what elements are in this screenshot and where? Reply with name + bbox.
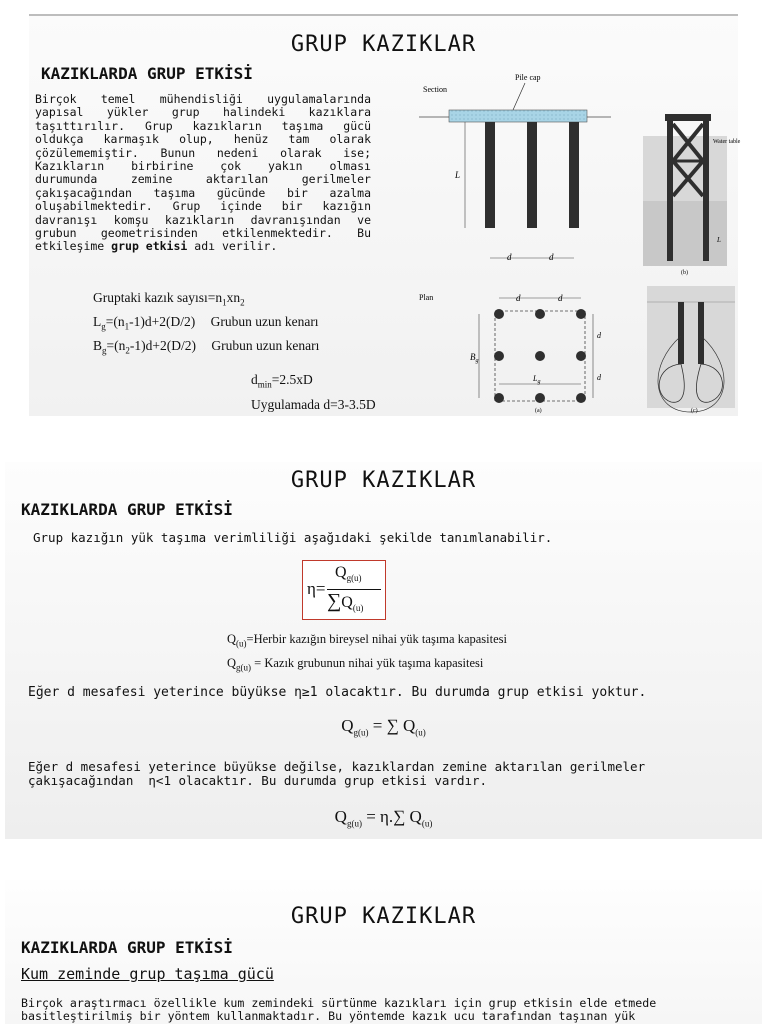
svg-text:d: d: [549, 252, 554, 262]
plan-label: Plan: [419, 293, 434, 302]
svg-text:d: d: [597, 331, 601, 340]
eta-symbol: η=: [307, 579, 326, 598]
figure-b-label: (b): [681, 270, 688, 276]
lg-formula: $L_g=(n_1-1)d+2(D/2)$ Grubun uzun kenarı: [93, 314, 319, 332]
paragraph-line: yapısal yükler grup halindeki kazıklara: [35, 105, 371, 120]
paragraph-line: çakışacağından taşıma gücünde bir azalma: [35, 185, 371, 200]
paragraph-line: grubun geometrisinden etkilenmektedir. Bu: [35, 226, 371, 241]
pile-group-figures: [415, 66, 741, 414]
slide-title: GRUP KAZIKLAR: [290, 904, 477, 929]
sand-paragraph-line2: basitleştirilmiş bir yöntem kullanmaktadır. Bu yöntemde kazık ucu tarafından taşınan yük: [21, 1009, 636, 1023]
intro-paragraph: [35, 93, 371, 254]
pile: [527, 122, 537, 228]
paragraph-line: davranışı komşu kazıkların davranışından ve: [35, 212, 371, 227]
paragraph-line: çözülememiştir. Bunun nedeni olarak ise;: [35, 145, 371, 160]
section-figure: [419, 73, 611, 262]
def-individual-capacity: $Q_{(u)}=Herbir$ kazığın bireysel nihai yük taşıma kapasitesi: [227, 632, 507, 649]
efficiency-numerator: $Q_{g(u)}$: [335, 564, 362, 584]
lg-description: Grubun uzun kenarı: [210, 314, 319, 329]
paragraph-line: durumunda zemine aktarılan gerilmeler: [35, 172, 371, 187]
bg-formula: $B_g=(n_2-1)d+2(D/2)$ Grubun uzun kenarı: [93, 338, 320, 356]
slide-3: [5, 880, 762, 1024]
paragraph-line: Kazıkların birbirine çok yakın olması: [35, 159, 371, 174]
def-group-capacity: $Q_{g(u)}$ = Kazık grubunun nihai yük taşıma kapasitesi: [227, 656, 484, 673]
slide-subtitle: KAZIKLARDA GRUP ETKİSİ: [41, 64, 253, 83]
paragraph-last-line: etkileşime grup etkisi adı verilir.: [35, 239, 278, 254]
stress-bulb-figure: [647, 286, 735, 414]
bg-dimension-label: $B_g$: [470, 352, 479, 364]
length-label: L: [455, 170, 461, 180]
pile-cap-label: Pile cap: [515, 73, 541, 82]
case-group-effect-line2: çakışacağından η<1 olacaktır. Bu durumda grup etkisi vardır.: [28, 773, 488, 788]
dmin-formula: $d_{min}=2.5xD$: [251, 372, 313, 390]
lg-dimension-label: $L_g$: [533, 374, 541, 385]
slide-subtitle: KAZIKLARDA GRUP ETKİSİ: [21, 938, 233, 957]
pile-count-formula: Gruptaki kazık $sayısı=n_1xn_2$: [93, 290, 245, 308]
slide-1: [29, 14, 741, 416]
slide-top-line: [29, 14, 738, 16]
paragraph-line: oldukça karmaşık olup, henüz tam olarak: [35, 132, 371, 147]
svg-text:d: d: [516, 293, 521, 303]
svg-text:d: d: [597, 373, 601, 382]
svg-text:d: d: [507, 252, 512, 262]
paragraph-line: taşıttırılır. Grup kazıkların taşıma gücü: [35, 118, 371, 133]
efficiency-formula-box: [302, 560, 386, 620]
efficiency-denominator: $\sum Q_{(u)}$: [327, 590, 364, 614]
slide-subtitle: KAZIKLARDA GRUP ETKİSİ: [21, 500, 233, 519]
svg-text:L: L: [717, 236, 721, 244]
pile: [569, 122, 579, 228]
case-group-effect-line1: Eğer d mesafesi yeterince büyükse değilse, kazıklardan zemine aktarılan gerilmeler: [28, 759, 646, 774]
figure-a-label: (a): [535, 408, 542, 414]
equation-no-group-effect: $Q_{g(u)}$ = ∑ $Q_{(u)}$: [341, 716, 426, 738]
equation-group-effect: $Q_{g(u)} = \eta.\sum$ $Q_{(u)}$: [334, 807, 433, 829]
bg-description: Grubun uzun kenarı: [211, 338, 320, 353]
svg-text:d: d: [558, 293, 563, 303]
offshore-figure: [643, 114, 741, 276]
sand-paragraph-line1: Birçok araştırmacı özellikle kum zemindeki sürtünme kazıkları için grup etkisin elde etmede: [21, 996, 657, 1010]
term-grup-etkisi: grup etkisi: [111, 239, 188, 254]
section-heading: Kum zeminde grup taşıma gücü: [21, 965, 274, 983]
slide-2: [5, 462, 762, 839]
plan-figure: [419, 293, 602, 414]
figure-c-label: (c): [691, 408, 698, 414]
section-label: Section: [423, 85, 447, 94]
practice-spacing: Uygulamada d=3-3.5D: [251, 397, 376, 412]
water-table-label: Water table: [713, 139, 741, 145]
paragraph-line: Birçok temel mühendisliği uygulamalarında: [35, 92, 371, 106]
efficiency-intro: Grup kazığın yük taşıma verimliliği aşağıdaki şekilde tanımlanabilir.: [33, 530, 553, 545]
pile: [485, 122, 495, 228]
paragraph-line: oluşabilmektedir. Grup içinde bir kazığın: [35, 199, 371, 214]
slide-title: GRUP KAZIKLAR: [290, 468, 477, 493]
slide-title: GRUP KAZIKLAR: [290, 32, 477, 57]
case-no-group-effect: Eğer d mesafesi yeterince büyükse η≥1 olacaktır. Bu durumda grup etkisi yoktur.: [28, 685, 647, 700]
